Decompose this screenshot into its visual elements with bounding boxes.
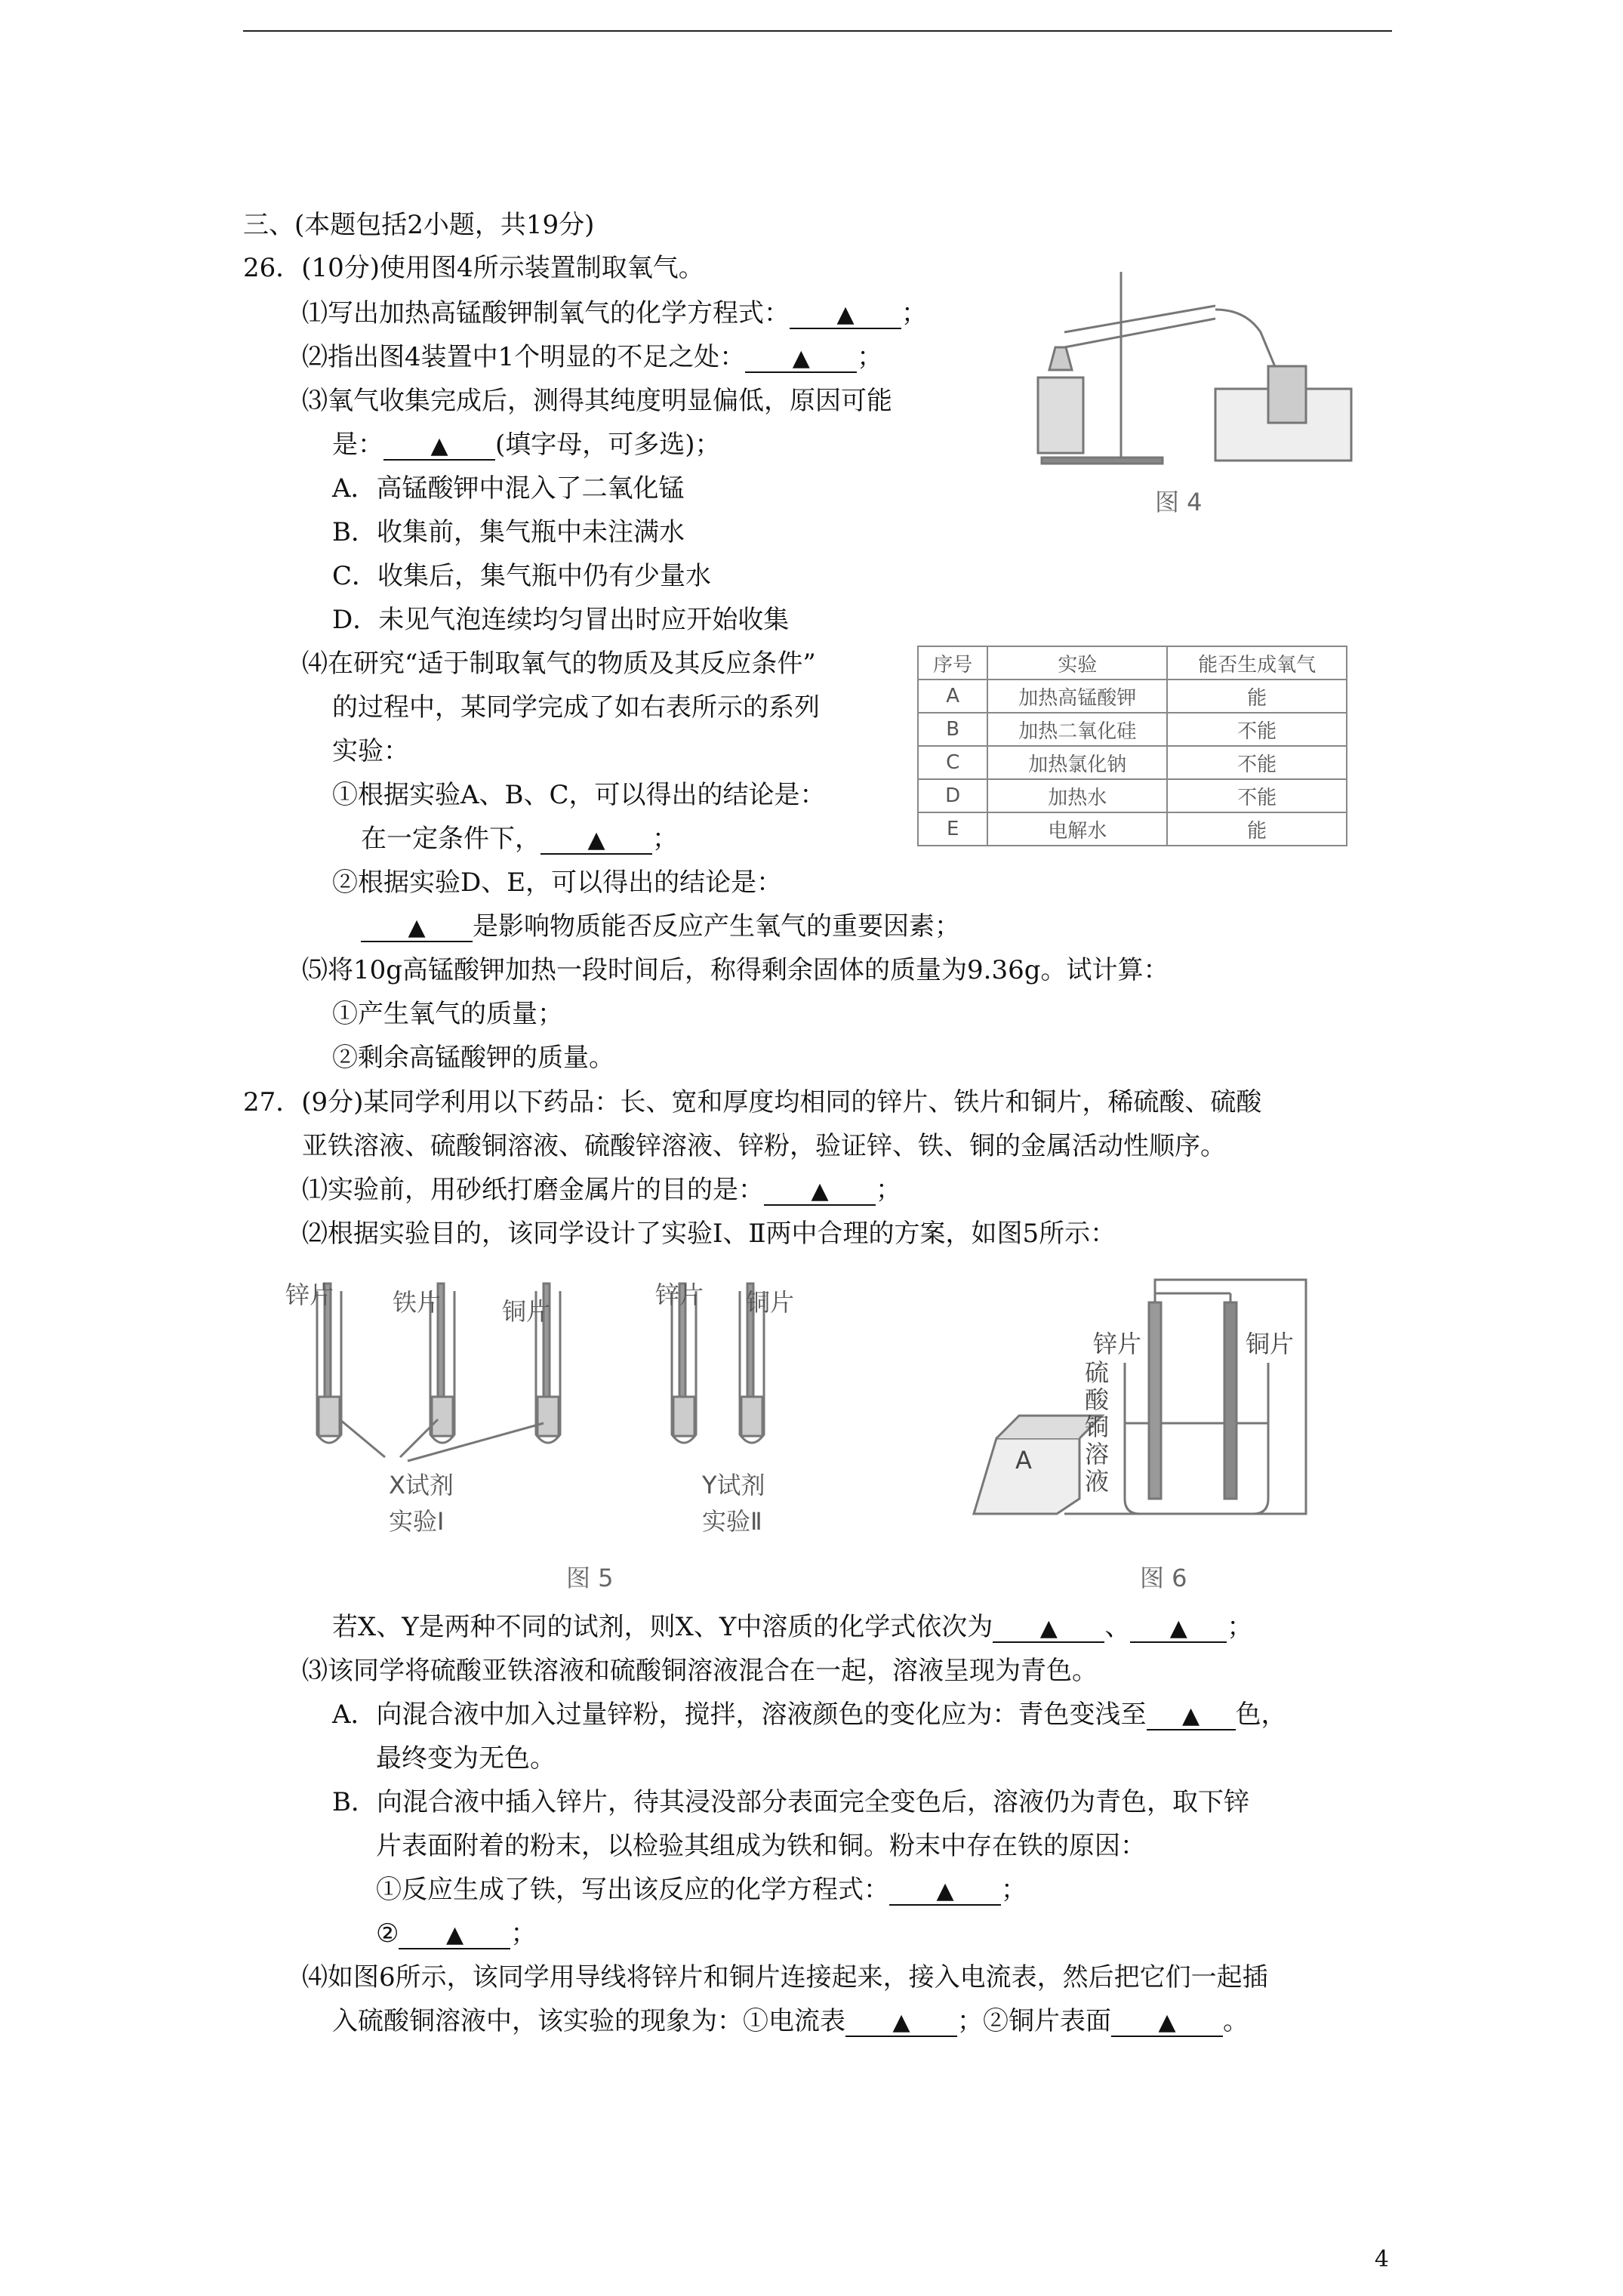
fig6-char: 溶 [1085, 1440, 1110, 1469]
fig6-label-solution [1085, 1359, 1109, 1495]
fig5-label-zinc: 锌片 [285, 1281, 334, 1309]
q27-part3-b-line3 [376, 1875, 1027, 1906]
fig5-exp2: 实验Ⅱ [702, 1507, 762, 1536]
q26-part4-line3: 实验： [332, 736, 409, 766]
q26-part4-line1: ⑷在研究“适于制取氧气的物质及其反应条件” [302, 649, 816, 679]
table-cell: 电解水 [987, 812, 1167, 846]
punct: ； [901, 298, 927, 328]
table-header: 能否生成氧气 [1167, 646, 1347, 680]
table-header: 实验 [987, 646, 1167, 680]
table-cell: 不能 [1167, 746, 1347, 779]
blank-triangle-icon: ▲ [936, 1878, 954, 1904]
q26-part4-line2: 的过程中，某同学完成了如右表所示的系列 [332, 692, 820, 723]
option-d: D．未见气泡连续均匀冒出时应开始收集 [332, 605, 790, 635]
q26-part1-text: ⑴写出加热高锰酸钾制氧气的化学方程式： [302, 298, 790, 328]
blank-triangle-icon: ▲ [811, 1178, 829, 1204]
q26-part4-conclusion: 是影响物质能否反应产生氧气的重要因素； [473, 911, 960, 942]
table-cell: 加热氯化钠 [987, 746, 1167, 779]
q26-part4-line6: ②根据实验D、E，可以得出的结论是： [332, 868, 783, 898]
answer-blank[interactable] [790, 300, 901, 329]
table-row [918, 680, 1347, 713]
table-row [918, 746, 1347, 779]
q26-part4-line7 [361, 911, 960, 942]
q26-heading: 26．(10分)使用图4所示装置制取氧气。 [243, 253, 704, 283]
answer-blank[interactable] [1111, 2008, 1223, 2037]
fig5-label-copper-2: 铜片 [746, 1288, 795, 1317]
punct: ； [1001, 1875, 1027, 1905]
fig6-char: 液 [1085, 1467, 1110, 1496]
fig5-x-reagent: X试剂 [389, 1471, 454, 1499]
section-title: 三、(本题包括2小题，共19分) [243, 210, 595, 240]
figure4-apparatus [1012, 264, 1366, 468]
q27-part3-b-line2: 片表面附着的粉末，以检验其组成为铁和铜。粉末中存在铁的原因： [376, 1831, 1146, 1861]
punct: ； [510, 1918, 537, 1949]
blank-triangle-icon: ▲ [1039, 1615, 1058, 1641]
q27-part3-b-line1: B．向混合液中插入锌片，待其浸没部分表面完全变色后，溶液仍为青色，取下锌 [332, 1787, 1249, 1817]
q26-part4-line4: ①根据实验A、B、C，可以得出的结论是： [332, 780, 826, 810]
answer-blank[interactable] [889, 1877, 1001, 1906]
q27-part2: ⑵根据实验目的，该同学设计了实验Ⅰ、Ⅱ两中合理的方案，如图5所示： [302, 1219, 1116, 1249]
punct: ； [1227, 1612, 1253, 1642]
blank-triangle-icon: ▲ [1169, 1615, 1187, 1641]
fig6-meter-label: A [1015, 1446, 1032, 1475]
answer-blank[interactable] [540, 826, 652, 855]
q27-part3-a-suffix: 色， [1235, 1700, 1287, 1730]
table-header: 序号 [918, 646, 987, 680]
q26-part2 [302, 342, 882, 373]
table-cell: A [918, 680, 987, 713]
option-b: B．收集前，集气瓶中未注满水 [332, 517, 685, 547]
fig6-char: 酸 [1085, 1385, 1110, 1414]
table-row [918, 812, 1347, 846]
q27-part3-b-line4 [376, 1918, 536, 1949]
answer-blank[interactable] [383, 432, 495, 461]
figure6-caption: 图 6 [1140, 1564, 1187, 1592]
q27-part3-b-text: ①反应生成了铁，写出该反应的化学方程式： [376, 1875, 889, 1905]
q26-part5-a: ①产生氧气的质量； [332, 999, 563, 1029]
fig5-exp1: 实验Ⅰ [389, 1507, 445, 1536]
table-row [918, 779, 1347, 812]
figure5-caption: 图 5 [566, 1564, 614, 1592]
fig6-char: 硫 [1085, 1358, 1110, 1387]
answer-blank[interactable] [764, 1177, 876, 1206]
answer-blank[interactable] [1147, 1702, 1236, 1730]
table-cell: 不能 [1167, 713, 1347, 746]
q26-part4-line5 [361, 824, 678, 855]
figure6-galvanic-cell [966, 1272, 1321, 1529]
table-cell: 加热高锰酸钾 [987, 680, 1167, 713]
blank-triangle-icon: ▲ [587, 827, 605, 853]
answer-blank[interactable] [399, 1921, 510, 1949]
figure4-caption: 图 4 [1155, 488, 1203, 516]
q26-part3-text: 是： [332, 430, 383, 460]
q27-part3: ⑶该同学将硫酸亚铁溶液和硫酸铜溶液混合在一起，溶液呈现为青色。 [302, 1656, 1098, 1686]
table-cell: E [918, 812, 987, 846]
blank-triangle-icon: ▲ [445, 1922, 464, 1948]
fig6-label-copper: 铜片 [1246, 1330, 1295, 1358]
blank-triangle-icon: ▲ [1182, 1703, 1200, 1729]
q26-part5: ⑸将10g高锰酸钾加热一段时间后，称得剩余固体的质量为9.36g。试计算： [302, 955, 1169, 985]
fig5-label-copper: 铜片 [502, 1297, 551, 1326]
fig5-label-zinc-2: 锌片 [655, 1281, 704, 1309]
q27-part1-text: ⑴实验前，用砂纸打磨金属片的目的是： [302, 1175, 764, 1205]
answer-blank[interactable] [1130, 1614, 1227, 1643]
answer-blank[interactable] [361, 914, 473, 942]
q27-part3-a [332, 1700, 1287, 1730]
punct: ； [857, 342, 883, 372]
experiment-table [917, 646, 1347, 846]
fig5-label-iron: 铁片 [393, 1288, 442, 1317]
q27-part4-line1: ⑷如图6所示，该同学用导线将锌片和铜片连接起来，接入电流表，然后把它们一起插 [302, 1962, 1268, 1992]
table-cell: 能 [1167, 680, 1347, 713]
table-cell: 能 [1167, 812, 1347, 846]
q27-part3-a-line2: 最终变为无色。 [376, 1743, 556, 1774]
answer-blank[interactable] [993, 1614, 1104, 1643]
punct: ； [652, 824, 678, 854]
table-cell: D [918, 779, 987, 812]
q27-part2-answer-text: 若X、Y是两种不同的试剂，则X、Y中溶质的化学式依次为 [332, 1612, 993, 1642]
q26-part3-line1: ⑶氧气收集完成后，测得其纯度明显偏低，原因可能 [302, 386, 892, 416]
table-row [918, 713, 1347, 746]
blank-triangle-icon: ▲ [408, 914, 426, 941]
q26-part3-line2 [332, 430, 721, 461]
q26-part3-hint: (填字母，可多选)； [495, 430, 721, 460]
blank-triangle-icon: ▲ [892, 2009, 910, 2036]
answer-blank[interactable] [745, 344, 857, 373]
q26-part2-text: ⑵指出图4装置中1个明显的不足之处： [302, 342, 746, 372]
answer-blank[interactable] [845, 2008, 957, 2037]
table-cell: 加热水 [987, 779, 1167, 812]
q27-part2-answer [332, 1612, 1252, 1643]
option-a: A．高锰酸钾中混入了二氧化锰 [332, 473, 685, 504]
page-number: 4 [1374, 2246, 1389, 2273]
table-cell: 加热二氧化硅 [987, 713, 1167, 746]
header-rule [243, 30, 1392, 32]
q27-part4-text: 入硫酸铜溶液中，该实验的现象为：①电流表 [332, 2006, 845, 2036]
fig6-label-zinc: 锌片 [1093, 1330, 1142, 1358]
option-c: C．收集后，集气瓶中仍有少量水 [332, 561, 712, 591]
fig6-char: 铜 [1085, 1413, 1110, 1441]
blank-triangle-icon: ▲ [836, 301, 855, 328]
q26-part1 [302, 298, 927, 329]
q27-heading-line2: 亚铁溶液、硫酸铜溶液、硫酸锌溶液、锌粉，验证锌、铁、铜的金属活动性顺序。 [302, 1131, 1226, 1161]
q27-part4-mid: ；②铜片表面 [957, 2006, 1111, 2036]
q27-part4-line2 [332, 2006, 1249, 2037]
table-cell: 不能 [1167, 779, 1347, 812]
punct: 、 [1104, 1612, 1131, 1642]
q26-part4-text: 在一定条件下， [361, 824, 540, 854]
q26-part5-b: ②剩余高锰酸钾的质量。 [332, 1043, 614, 1073]
blank-triangle-icon: ▲ [430, 433, 448, 459]
blank-triangle-icon: ▲ [792, 345, 810, 371]
q27-part1 [302, 1175, 901, 1206]
table-cell: C [918, 746, 987, 779]
table-header-row [918, 646, 1347, 680]
punct: ； [876, 1175, 901, 1205]
q27-heading-line1: 27．(9分)某同学利用以下药品：长、宽和厚度均相同的锌片、铁片和铜片，稀硫酸、硫酸 [243, 1087, 1262, 1117]
punct: 。 [1223, 2006, 1249, 2036]
q27-part3-b-num: ② [376, 1918, 399, 1949]
blank-triangle-icon: ▲ [1158, 2009, 1176, 2036]
fig5-y-reagent: Y试剂 [702, 1471, 765, 1499]
q27-part3-a-text: A．向混合液中加入过量锌粉，搅拌，溶液颜色的变化应为：青色变浅至 [332, 1700, 1147, 1730]
table-cell: B [918, 713, 987, 746]
